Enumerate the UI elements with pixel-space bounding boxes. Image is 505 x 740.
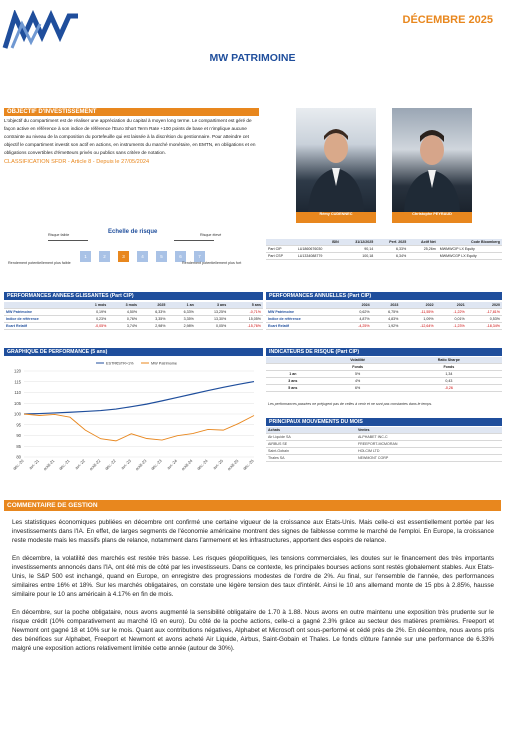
x-tick-label: août-25 <box>226 458 240 472</box>
table-row <box>266 253 502 260</box>
objective-section <box>4 108 259 165</box>
x-tick-label: déc.-25 <box>241 458 255 472</box>
column-header: 31/12/2025 <box>341 239 376 246</box>
column-header: Perf. 2025 <box>375 239 408 246</box>
table-cell: MWMWCGP LX Equity <box>438 253 502 260</box>
x-tick-label: avr.-23 <box>119 458 133 471</box>
table-cell: -1,23% <box>436 323 467 330</box>
table-cell: MW Patrimoine <box>4 309 78 316</box>
table-cell: -18,34% <box>467 323 502 330</box>
portrait-icon <box>392 108 472 212</box>
risk-indicators-table <box>266 357 502 392</box>
risk-arrow-left <box>48 240 88 241</box>
manager-name-peyraud: Christophe PEYRAUD <box>392 212 472 223</box>
table-cell: 6,34% <box>375 253 408 260</box>
table-cell: 0,05% <box>196 323 228 330</box>
table-cell: 15,05% <box>228 316 263 323</box>
table-cell: -4,25% <box>340 323 371 330</box>
table-cell: -11,55% <box>400 309 435 316</box>
table-cell: 0,62% <box>340 309 371 316</box>
column-header: 3 ans <box>196 302 228 309</box>
risk-low-label: Risque faible <box>48 233 70 237</box>
table-cell: 13,25% <box>196 309 228 316</box>
table-cell: -0,05% <box>78 323 109 330</box>
column-header: Actif Net <box>408 239 438 246</box>
x-tick-label: déc.-24 <box>195 458 209 472</box>
table-cell: 0,19% <box>78 309 109 316</box>
column-subheader: Fonds <box>320 364 396 371</box>
table-row <box>266 316 502 323</box>
table-cell: Ecart Relatif <box>4 323 78 330</box>
table-cell: -0,71% <box>228 309 263 316</box>
column-header: 2022 <box>400 302 435 309</box>
column-header: 1 mois <box>78 302 109 309</box>
y-tick-label: 80 <box>16 454 21 460</box>
table-cell: 3,74% <box>108 323 139 330</box>
risk-level-7: 7 <box>194 251 205 262</box>
risk-scale-title: Echelle de risque <box>108 229 158 235</box>
x-tick-label: déc.-23 <box>149 458 163 472</box>
column-header: 2025 <box>139 302 167 309</box>
perf-sliding-title: PERFORMANCES ANNEES GLISSANTES (Part CIP) <box>4 292 263 300</box>
x-tick-label: août-22 <box>88 458 102 472</box>
table-cell: 3,35% <box>139 316 167 323</box>
y-tick-label: 100 <box>14 411 21 417</box>
table-cell: 1,92% <box>372 323 401 330</box>
share-class-table <box>266 239 502 260</box>
commentary-paragraph: En décembre, sur la poche obligataire, nous avons augmenté la sensibilité obligataire de 1.70 à 1.88. Nous avons en outre maintenu une exposition très prudente sur le risque crédit (10% comparativement au marché IG en euro). Du côté de la poche actions, celle-ci a gagné 2.3% grâce au secteur des matières premières. Freeport et Newmont ont gagné 18 et 10% sur le mois. Quant aux contributions négatives, Alphabet et Microsoft ont sous-performé et cédé près de 2%. En décembre, nous avons pris des bénéfices sur Alphabet, Freeport et Newmont et avons acheté Air Liquide, Airbus, Saint-Gobain et Thales. Le fonds clôture l'année sur une performance de 6.33% malgré une exposition actions relativement limitée cette année (autour de 30%). <box>12 608 494 653</box>
commentary-paragraph: Les statistiques économiques publiées en décembre ont confirmé une certaine vigueur de la croissance aux Etats-Unis. Mais celle-ci est essentiellement portée par les investissements dans l'IA. En effet, de larges segments de l'économie américaine montrent des signes de faiblesse comme le marché de l'emploi. En Europe, la croissance reste modeste mais les massifs plans de relance, notamment dans l'armement et les infrastructures, apportent des espoirs de relance. <box>12 519 494 545</box>
table-cell: NEWMONT CORP <box>356 455 502 462</box>
table-cell: 90,14 <box>341 246 376 253</box>
column-header: Volatilité <box>320 357 396 364</box>
column-header: 2024 <box>340 302 371 309</box>
y-tick-label: 85 <box>16 443 21 449</box>
table-subheader-row <box>266 364 502 371</box>
x-tick-label: août-23 <box>134 458 148 472</box>
risk-high-return: Rendement potentiellement plus fort <box>182 261 242 265</box>
column-header: ISIN <box>296 239 341 246</box>
table-cell: 2,98% <box>139 323 167 330</box>
y-tick-label: 90 <box>16 433 21 438</box>
column-header: Ratio Sharpe <box>396 357 502 364</box>
column-subheader: Fonds <box>396 364 502 371</box>
movements-table <box>266 427 502 462</box>
table-row <box>266 246 502 253</box>
y-tick-label: 105 <box>14 400 21 406</box>
table-cell: AIRBUS SE <box>266 441 356 448</box>
commentary-body <box>12 518 494 662</box>
x-tick-label: déc.-21 <box>57 458 71 472</box>
table-cell: Air Liquide SA <box>266 434 356 441</box>
table-row <box>266 455 502 462</box>
table-cell: LU1334088779 <box>296 253 341 260</box>
table-cell: Part CIP <box>266 246 296 253</box>
table-row <box>4 309 263 316</box>
table-cell: 6,33% <box>375 246 408 253</box>
manager-photo-peyraud <box>392 108 472 212</box>
risk-level-1: 1 <box>80 251 91 262</box>
mw-logo <box>2 10 80 50</box>
manager-name-cudennec: Rémy CUDENNEC <box>296 212 376 223</box>
x-tick-label: août-21 <box>42 458 56 472</box>
y-tick-label: 95 <box>16 422 21 428</box>
table-cell: MWMWCIP LX Equity <box>438 246 502 253</box>
objective-title: OBJECTIF D'INVESTISSEMENT <box>4 108 259 116</box>
legend-label: MW Patrimoine <box>151 361 177 366</box>
table-cell: 4,87% <box>340 316 371 323</box>
manager-photo-cudennec <box>296 108 376 212</box>
performance-disclaimer: Les performances passées ne préjugent pas de celles à venir et ne sont pas constantes dans le temps. <box>268 402 433 406</box>
column-header: 3 mois <box>108 302 139 309</box>
performance-chart <box>4 357 263 489</box>
table-cell: HOLCIM LTD <box>356 448 502 455</box>
table-row <box>266 309 502 316</box>
table-cell: 0,53% <box>467 316 502 323</box>
table-row <box>4 323 263 330</box>
risk-indicators-title: INDICATEURS DE RISQUE (Part CIP) <box>266 348 502 356</box>
table-cell: 4,50% <box>108 309 139 316</box>
risk-level-3: 3 <box>118 251 129 262</box>
report-date: DÉCEMBRE 2025 <box>402 14 493 26</box>
table-cell: -17,81% <box>467 309 502 316</box>
table-cell: 3,35% <box>167 316 195 323</box>
risk-level-2: 2 <box>99 251 110 262</box>
column-header: Ventes <box>356 427 502 434</box>
table-cell: 5 ans <box>266 385 320 392</box>
column-header: 2023 <box>372 302 401 309</box>
risk-scale <box>4 228 259 276</box>
column-header: 2020 <box>467 302 502 309</box>
table-row <box>266 385 502 392</box>
table-cell: 3 ans <box>266 378 320 385</box>
table-cell: Ecart Relatif <box>266 323 340 330</box>
table-row <box>266 448 502 455</box>
risk-level-6: 6 <box>175 251 186 262</box>
table-cell: MW Patrimoine <box>266 309 340 316</box>
table-cell: 0,76% <box>108 316 139 323</box>
legend-label: ESTR€STR+1% <box>106 361 134 366</box>
table-cell: FREEPORT-MCMORAN <box>356 441 502 448</box>
commentary-paragraph: En décembre, la volatilité des marchés est restée très basse. Les risques géopolitiques, les tensions commerciales, les doutes sur le financement des très importants investissements annoncés dans l'IA, ont été mis de côté par les investisseurs. Dans ce contexte, les principales bourses actions sont restés globalement stables. Aux Etats-Unis, le S&P 500 est inchangé, quand en Europe, on enregistre des progressions modestes de l'ordre de 2%. Au final, sur l'ensemble de l'année, des performances similaires entre 16% et 18%. Sur les marchés obligataires, on constate une légère tension des taux d'intérêt. Ainsi le 10 ans allemand monte de 15 pbs à 2.85%, hausse similaire pour le 10 ans américain à 4.17% en fin de mois. <box>12 554 494 599</box>
perf-annual-title: PERFORMANCES ANNUELLES (Part CIP) <box>266 292 502 300</box>
commentary-title: COMMENTAIRE DE GESTION <box>4 500 501 511</box>
x-tick-label: déc.-20 <box>11 458 25 472</box>
table-cell: 4% <box>320 378 396 385</box>
x-tick-label: avr.-25 <box>211 458 225 471</box>
x-tick-label: août-24 <box>180 458 194 472</box>
table-cell: -15,76% <box>228 323 263 330</box>
column-header: Code Bloomberg <box>438 239 502 246</box>
table-cell: 2,98% <box>167 323 195 330</box>
table-cell: 6,33% <box>139 309 167 316</box>
table-cell: 0,43 <box>396 378 502 385</box>
fund-title: MW PATRIMOINE <box>209 52 296 64</box>
table-cell: Saint-Gobain <box>266 448 356 455</box>
table-cell: 6,75% <box>372 309 401 316</box>
risk-arrow-right <box>174 240 214 241</box>
table-cell: -1,22% <box>436 309 467 316</box>
portrait-icon <box>296 108 376 212</box>
table-cell: -12,64% <box>400 323 435 330</box>
table-cell: ALPHABET INC-C <box>356 434 502 441</box>
table-cell <box>408 253 438 260</box>
series-line-0 <box>24 382 254 414</box>
table-cell: 6,33% <box>167 309 195 316</box>
sfdr-classification: CLASSIFICATION SFDR - Article 8 - Depuis le 27/05/2024 <box>4 158 150 165</box>
table-cell: 0,23% <box>78 316 109 323</box>
table-cell: 1,34 <box>396 371 502 378</box>
table-cell: 0,01% <box>436 316 467 323</box>
table-cell: Indice de référence <box>266 316 340 323</box>
chart-title: GRAPHIQUE DE PERFORMANCE (5 ans) <box>4 348 263 356</box>
column-header: Achats <box>266 427 356 434</box>
table-row <box>266 441 502 448</box>
table-cell: 6% <box>320 385 396 392</box>
table-cell: 4,83% <box>372 316 401 323</box>
table-cell: 1,09% <box>400 316 435 323</box>
perf-annual-table <box>266 302 502 330</box>
table-cell: LU1860676030 <box>296 246 341 253</box>
column-subheader <box>266 364 320 371</box>
y-tick-label: 120 <box>14 368 21 374</box>
table-cell: 1 an <box>266 371 320 378</box>
table-row <box>266 323 502 330</box>
y-tick-label: 115 <box>14 379 21 385</box>
table-row <box>4 316 263 323</box>
risk-level-5: 5 <box>156 251 167 262</box>
table-cell: 100,18 <box>341 253 376 260</box>
series-line-1 <box>24 414 254 441</box>
risk-low-return: Rendement potentiellement plus faible <box>8 261 71 265</box>
perf-sliding-table <box>4 302 263 330</box>
movements-title: PRINCIPAUX MOUVEMENTS DU MOIS <box>266 418 502 426</box>
table-row <box>266 378 502 385</box>
table-cell: Part CSP <box>266 253 296 260</box>
x-tick-label: avr.-21 <box>27 458 41 471</box>
column-header: 1 an <box>167 302 195 309</box>
x-tick-label: avr.-24 <box>165 458 179 471</box>
table-cell: 25,26m <box>408 246 438 253</box>
table-cell: Thales SA <box>266 455 356 462</box>
table-cell: 5% <box>320 371 396 378</box>
column-header: 2021 <box>436 302 467 309</box>
objective-text: L'objectif du compartiment est de réaliser une appréciation du capital à moyen long terme. Le compartiment est géré de façon active en référence à son indice de référence l'Euro Short Term Rate +100 points de base et n'implique aucune contrainte au niveau de la composition du portefeuille qui est laissée à la discrétion du gestionnaire. Pour atteindre cet objectif le compartiment investit son actif en actions, en instruments du marché monétaire, en EMTN, en obligations et en obligations convertibles d'émetteurs privés ou publics sans critère de notation. <box>4 118 256 155</box>
table-cell: 13,30% <box>196 316 228 323</box>
table-row <box>266 371 502 378</box>
y-tick-label: 110 <box>14 390 21 395</box>
x-tick-label: déc.-22 <box>103 458 117 472</box>
x-tick-label: avr.-22 <box>73 458 87 471</box>
table-cell: Indice de référence <box>4 316 78 323</box>
table-cell: -0,26 <box>396 385 502 392</box>
column-header: 5 ans <box>228 302 263 309</box>
risk-level-4: 4 <box>137 251 148 262</box>
risk-high-label: Risque élevé <box>200 233 222 237</box>
table-row <box>266 434 502 441</box>
